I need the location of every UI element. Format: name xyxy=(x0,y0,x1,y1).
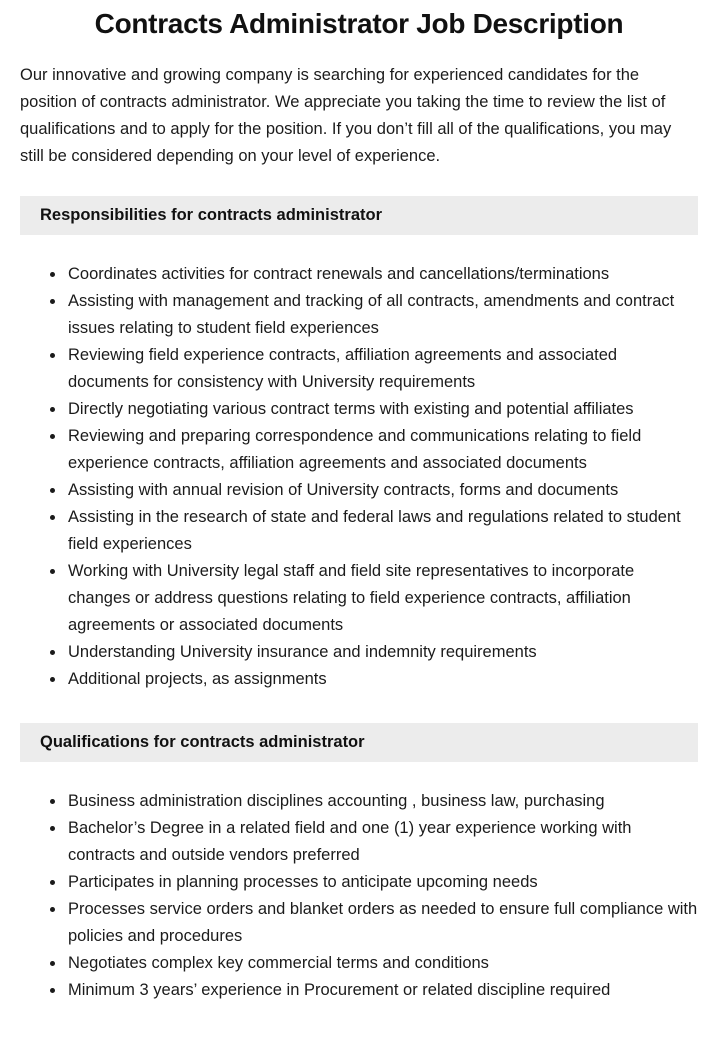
list-item: • Participates in planning processes to anticipate upcoming needs xyxy=(66,869,698,896)
list-item: • Working with University legal staff and field site representatives to incorporate changes or address questions relating to field experience contracts, affiliation agreements or associated documents xyxy=(66,558,698,639)
responsibilities-list xyxy=(20,261,698,693)
list-item: • Assisting with management and tracking of all contracts, amendments and contract issues relating to student field experiences xyxy=(66,288,698,342)
list-item: • Coordinates activities for contract renewals and cancellations/terminations xyxy=(66,261,698,288)
list-item: • Reviewing and preparing correspondence and communications relating to field experience contracts, affiliation agreements and associated documents xyxy=(66,423,698,477)
qualifications-heading: Qualifications for contracts administrator xyxy=(40,733,365,751)
list-item: • Minimum 3 years’ experience in Procurement or related discipline required xyxy=(66,977,698,1004)
qualifications-section-header xyxy=(20,723,698,762)
list-item: • Assisting in the research of state and federal laws and regulations related to student field experiences xyxy=(66,504,698,558)
list-item: • Assisting with annual revision of University contracts, forms and documents xyxy=(66,477,698,504)
list-item: • Processes service orders and blanket orders as needed to ensure full compliance with policies and procedures xyxy=(66,896,698,950)
list-item: • Additional projects, as assignments xyxy=(66,666,698,693)
list-item: • Bachelor’s Degree in a related field and one (1) year experience working with contracts and outside vendors preferred xyxy=(66,815,698,869)
list-item: • Reviewing field experience contracts, affiliation agreements and associated documents for consistency with University requirements xyxy=(66,342,698,396)
qualifications-list xyxy=(20,788,698,1004)
list-item: • Understanding University insurance and indemnity requirements xyxy=(66,639,698,666)
list-item: • Business administration disciplines accounting , business law, purchasing xyxy=(66,788,698,815)
page-title: Contracts Administrator Job Description xyxy=(94,8,624,39)
responsibilities-heading: Responsibilities for contracts administrator xyxy=(40,206,382,224)
intro-paragraph: Our innovative and growing company is searching for experienced candidates for the position of contracts administrator. We appreciate you taking the time to review the list of qualifications and to apply for the position. If you don’t fill all of the qualifications, you may still be considered depending on your level of experience. xyxy=(20,66,672,165)
responsibilities-section-header xyxy=(20,196,698,235)
list-item: • Directly negotiating various contract terms with existing and potential affiliates xyxy=(66,396,698,423)
list-item: • Negotiates complex key commercial terms and conditions xyxy=(66,950,698,977)
